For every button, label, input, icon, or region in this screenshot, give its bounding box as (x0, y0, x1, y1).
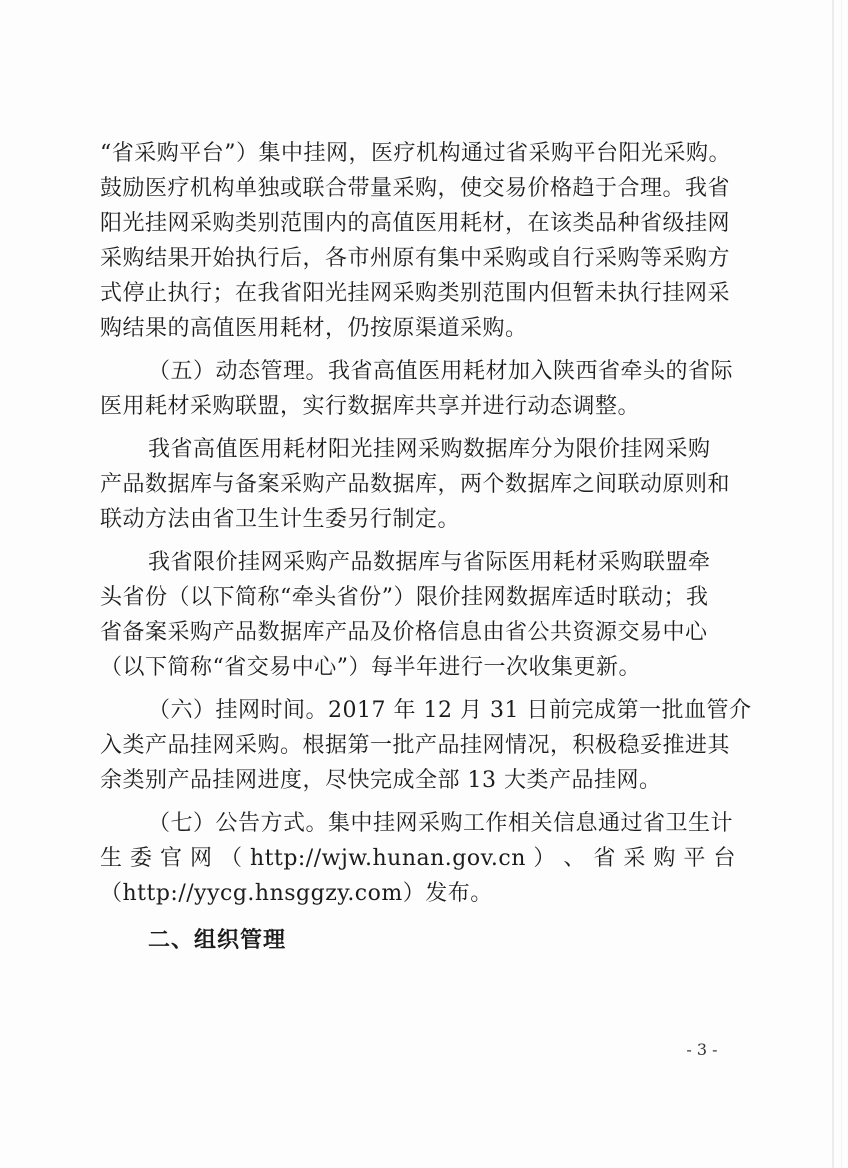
document-body (100, 136, 752, 958)
paragraph-announcement-method (100, 806, 736, 911)
text-line: （六）挂网时间。2017 年 12 月 31 日前完成第一批血管介 (148, 698, 752, 723)
text-line: 医用耗材采购联盟，实行数据库共享并进行动态调整。 (100, 394, 641, 419)
scan-edge-line (841, 0, 842, 1168)
text-line: 头省份（以下简称“牵头省份”）限价挂网数据库适时联动；我 (100, 585, 709, 610)
section-heading: 二、组织管理 (148, 928, 287, 953)
text-line: 阳光挂网采购类别范围内的高值医用耗材，在该类品种省级挂网 (100, 211, 731, 236)
text-line: 采购结果开始执行后，各市州原有集中采购或自行采购等采购方 (100, 246, 731, 271)
paragraph-procurement-platform (100, 136, 730, 346)
text-line: 我省高值医用耗材阳光挂网采购数据库分为限价挂网采购 (148, 437, 711, 462)
text-line: （以下简称“省交易中心”）每半年进行一次收集更新。 (100, 655, 641, 680)
text-line: 入类产品挂网采购。根据第一批产品挂网情况，积极稳妥推进其 (100, 733, 731, 758)
text-line: 产品数据库与备案采购产品数据库，两个数据库之间联动原则和 (100, 472, 731, 497)
scan-edge-shadow (832, 0, 834, 1168)
paragraph-listing-time (100, 693, 752, 798)
text-line: 式停止执行；在我省阳光挂网采购类别范围内但暂未执行挂网采 (100, 281, 731, 306)
paragraph-database-linkage (100, 545, 730, 685)
text-line: 购结果的高值医用耗材，仍按原渠道采购。 (100, 316, 528, 341)
text-line: 我省限价挂网采购产品数据库与省际医用耗材采购联盟牵 (148, 550, 711, 575)
text-line: （七）公告方式。集中挂网采购工作相关信息通过省卫生计 (148, 811, 734, 836)
text-line: （http://yycg.hnsggzy.com）发布。 (100, 881, 493, 906)
text-line: 余类别产品挂网进度，尽快完成全部 13 大类产品挂网。 (100, 768, 662, 793)
text-line: （五）动态管理。我省高值医用耗材加入陕西省牵头的省际 (148, 359, 734, 384)
text-line: “省采购平台”）集中挂网，医疗机构通过省采购平台阳光采购。 (100, 141, 731, 166)
text-line: 鼓励医疗机构单独或联合带量采购，使交易价格趋于合理。我省 (100, 176, 731, 201)
paragraph-database-categories (100, 432, 730, 537)
page-number: - 3 - (686, 1040, 718, 1059)
text-line: 省备案采购产品数据库产品及价格信息由省公共资源交易中心 (100, 620, 708, 645)
text-line: 联动方法由省卫生计生委另行制定。 (100, 507, 461, 532)
paragraph-dynamic-management (100, 354, 734, 424)
text-line: 生 委 官 网 （ http://wjw.hunan.gov.cn ） 、 省 采 购 平 台 (100, 846, 736, 871)
